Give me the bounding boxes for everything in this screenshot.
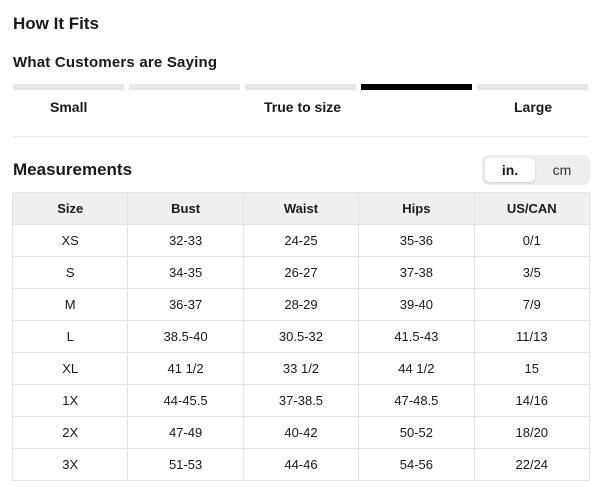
cell-hips: 47-48.5 <box>359 385 474 417</box>
cell-bust: 41 1/2 <box>128 353 243 385</box>
table-row <box>13 449 590 481</box>
customer-feedback-heading: What Customers are Saying <box>13 54 218 71</box>
cell-size: 2X <box>13 417 128 449</box>
table-row <box>13 417 590 449</box>
size-chart-table <box>12 192 590 481</box>
header-waist: Waist <box>243 193 358 225</box>
cell-bust: 38.5-40 <box>128 321 243 353</box>
cell-size: XS <box>13 225 128 257</box>
cell-us-can: 18/20 <box>474 417 589 449</box>
cell-waist: 44-46 <box>243 449 358 481</box>
cell-us-can: 0/1 <box>474 225 589 257</box>
measurements-title: Measurements <box>13 160 133 179</box>
fit-label-large: Large <box>514 99 553 115</box>
unit-inches-button[interactable]: in. <box>485 158 535 182</box>
fit-segment <box>129 84 240 90</box>
cell-size: S <box>13 257 128 289</box>
cell-bust: 51-53 <box>128 449 243 481</box>
cell-bust: 36-37 <box>128 289 243 321</box>
header-hips: Hips <box>359 193 474 225</box>
cell-us-can: 14/16 <box>474 385 589 417</box>
cell-hips: 39-40 <box>359 289 474 321</box>
cell-size: 1X <box>13 385 128 417</box>
table-header-row <box>13 193 590 225</box>
cell-waist: 37-38.5 <box>243 385 358 417</box>
unit-toggle[interactable] <box>482 155 590 185</box>
cell-hips: 37-38 <box>359 257 474 289</box>
cell-bust: 44-45.5 <box>128 385 243 417</box>
fit-segment-selected <box>361 84 472 90</box>
table-row <box>13 353 590 385</box>
cell-size: 3X <box>13 449 128 481</box>
cell-us-can: 3/5 <box>474 257 589 289</box>
cell-hips: 54-56 <box>359 449 474 481</box>
cell-waist: 24-25 <box>243 225 358 257</box>
table-row <box>13 225 590 257</box>
section-divider <box>13 136 588 137</box>
header-us-can: US/CAN <box>474 193 589 225</box>
cell-bust: 32-33 <box>128 225 243 257</box>
cell-hips: 41.5-43 <box>359 321 474 353</box>
fit-rating-bar <box>13 84 588 90</box>
unit-cm-button[interactable]: cm <box>552 162 572 178</box>
cell-us-can: 11/13 <box>474 321 589 353</box>
table-row <box>13 385 590 417</box>
table-row <box>13 321 590 353</box>
header-bust: Bust <box>128 193 243 225</box>
cell-bust: 47-49 <box>128 417 243 449</box>
fit-label-true-to-size: True to size <box>264 99 342 115</box>
cell-waist: 30.5-32 <box>243 321 358 353</box>
fit-label-small: Small <box>50 99 88 115</box>
fit-section-title: How It Fits <box>13 14 99 33</box>
cell-size: M <box>13 289 128 321</box>
header-size: Size <box>13 193 128 225</box>
cell-size: XL <box>13 353 128 385</box>
cell-waist: 26-27 <box>243 257 358 289</box>
table-row <box>13 257 590 289</box>
cell-hips: 50-52 <box>359 417 474 449</box>
fit-segment <box>245 84 356 90</box>
cell-waist: 33 1/2 <box>243 353 358 385</box>
cell-size: L <box>13 321 128 353</box>
cell-waist: 28-29 <box>243 289 358 321</box>
cell-waist: 40-42 <box>243 417 358 449</box>
cell-us-can: 22/24 <box>474 449 589 481</box>
cell-hips: 44 1/2 <box>359 353 474 385</box>
cell-bust: 34-35 <box>128 257 243 289</box>
cell-us-can: 7/9 <box>474 289 589 321</box>
fit-segment <box>13 84 124 90</box>
cell-hips: 35-36 <box>359 225 474 257</box>
table-row <box>13 289 590 321</box>
fit-segment <box>477 84 588 90</box>
cell-us-can: 15 <box>474 353 589 385</box>
